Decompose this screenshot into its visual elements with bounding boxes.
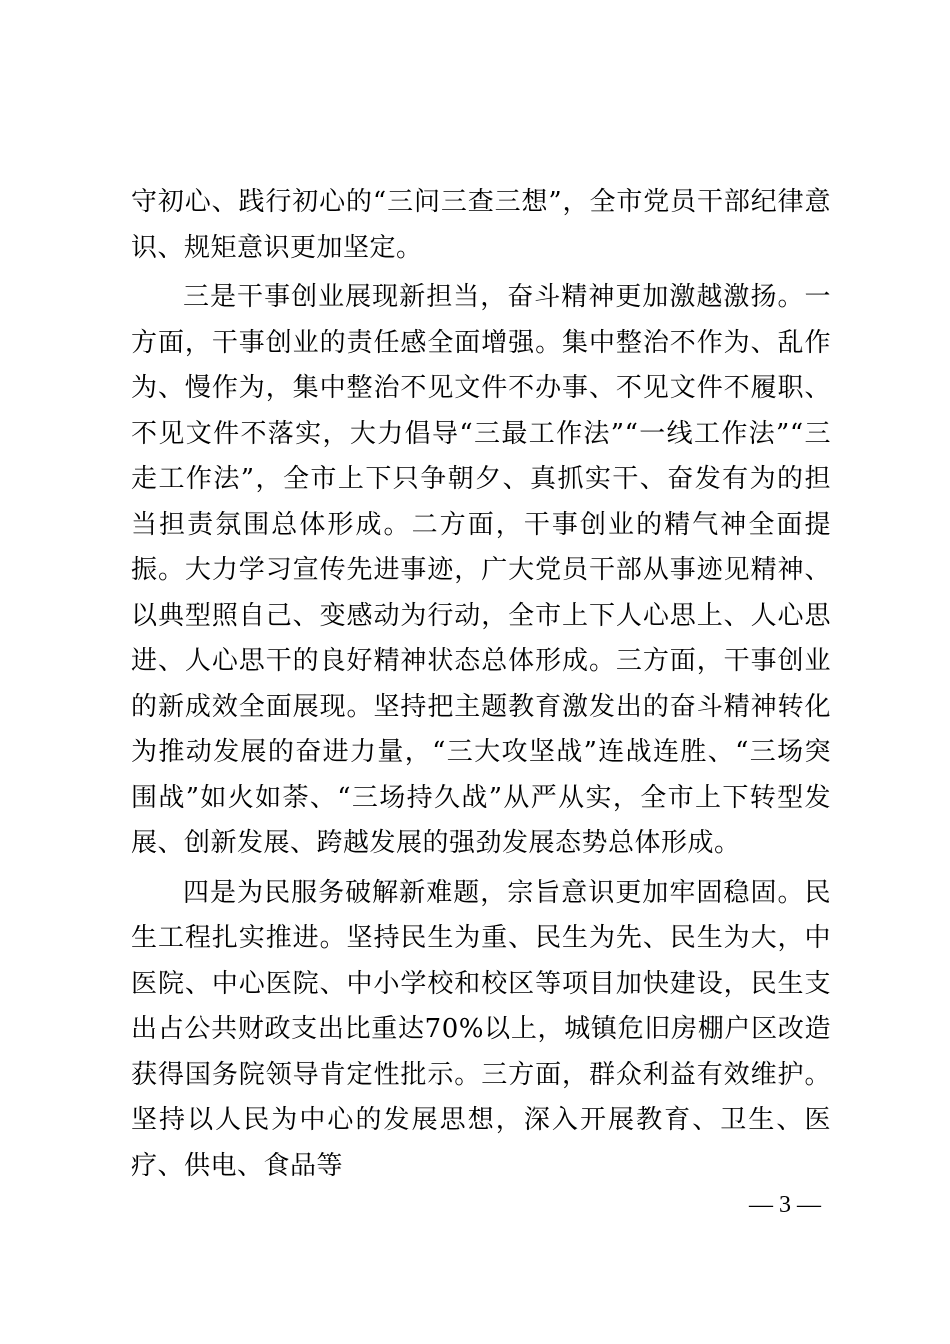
- page-number: — 3 —: [749, 1192, 821, 1218]
- paragraph-four: 四是为民服务破解新难题，宗旨意识更加牢固稳固。民生工程扎实推进。坚持民生为重、民生为先、民生为大，中医院、中心医院、中小学校和校区等项目加快建设，民生支出占公共财政支出比重达70%以上，城镇危旧房棚户区改造获得国务院领导肯定性批示。三方面，群众利益有效维护。坚持以人民为中心的发展思想，深入开展教育、卫生、医疗、供电、食品等: [131, 877, 831, 1181]
- paragraph-continuation: 守初心、践行初心的“三问三查三想”，全市党员干部纪律意识、规矩意识更加坚定。: [131, 187, 831, 263]
- document-body: [131, 180, 831, 1193]
- paragraph-three: 三是干事创业展现新担当，奋斗精神更加激越激扬。一方面，干事创业的责任感全面增强。集中整治不作为、乱作为、慢作为，集中整治不见文件不办事、不见文件不履职、不见文件不落实，大力倡导“三最工作法”“一线工作法”“三走工作法”，全市上下只争朝夕、真抓实干、奋发有为的担当担责氛围总体形成。二方面，干事创业的精气神全面提振。大力学习宣传先进事迹，广大党员干部从事迹见精神、以典型照自己、变感动为行动，全市上下人心思上、人心思进、人心思干的良好精神状态总体形成。三方面，干事创业的新成效全面展现。坚持把主题教育激发出的奋斗精神转化为推动发展的奋进力量，“三大攻坚战”连战连胜、“三场突围战”如火如荼、“三场持久战”从严从实，全市上下转型发展、创新发展、跨越发展的强劲发展态势总体形成。: [131, 282, 831, 858]
